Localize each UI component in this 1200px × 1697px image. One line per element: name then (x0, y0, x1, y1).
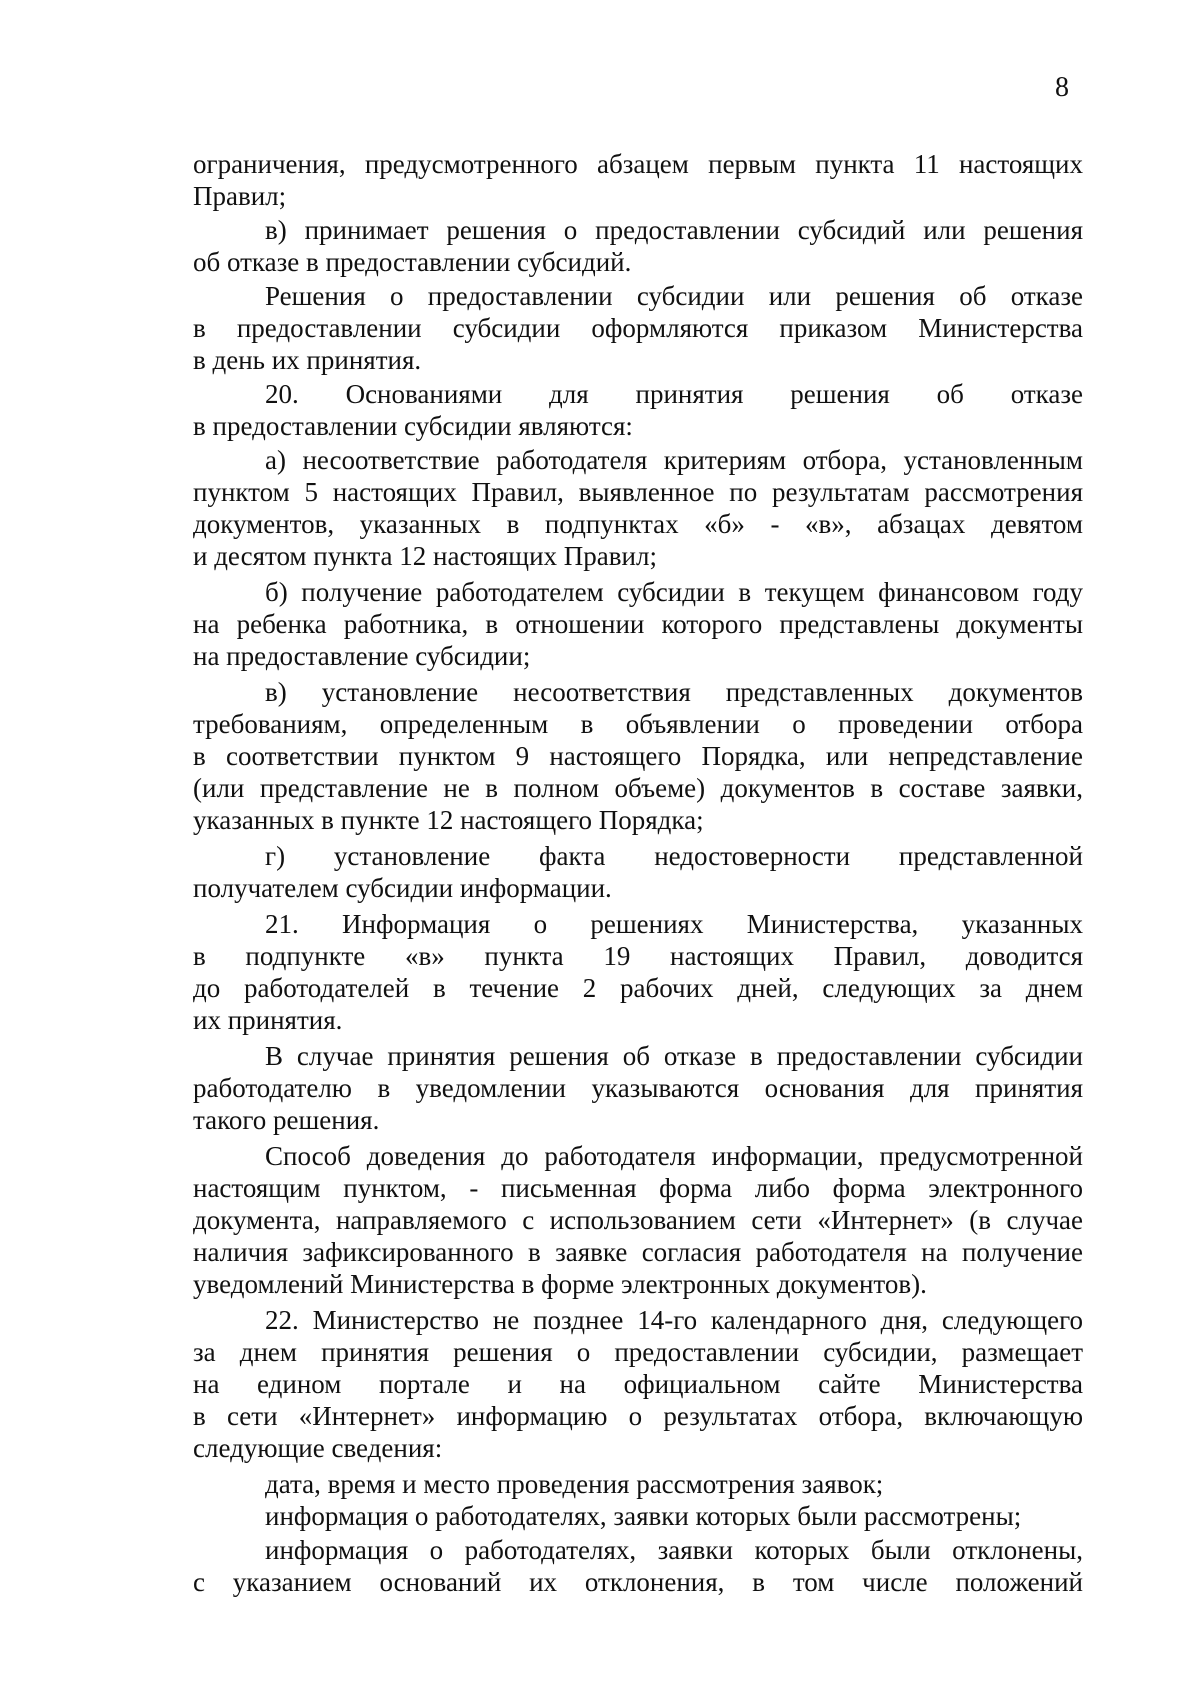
text-line: в предоставлении субсидии оформляются приказом Министерства (193, 313, 1083, 343)
text-line: на едином портале и на официальном сайте Министерства (193, 1369, 1083, 1399)
text-line: в подпункте «в» пункта 19 настоящих Правил, доводится (193, 941, 1083, 971)
text-line: требованиям, определенным в объявлении о проведении отбора (193, 709, 1083, 739)
text-line: до работодателей в течение 2 рабочих дней, следующих за днем (193, 973, 1083, 1003)
text-line: на ребенка работника, в отношении которого представлены документы (193, 609, 1083, 639)
text-line: в предоставлении субсидии являются: (193, 411, 633, 441)
text-line: и десятом пункта 12 настоящих Правил; (193, 541, 657, 571)
text-line: настоящим пунктом, - письменная форма либо форма электронного (193, 1173, 1083, 1203)
text-line: документа, направляемого с использованием сети «Интернет» (в случае (193, 1205, 1083, 1235)
text-line: дата, время и место проведения рассмотрения заявок; (265, 1469, 884, 1499)
text-line: информация о работодателях, заявки которых были отклонены, (265, 1535, 1083, 1565)
text-line: информация о работодателях, заявки которых были рассмотрены; (265, 1501, 1022, 1531)
text-line: наличия зафиксированного в заявке согласия работодателя на получение (193, 1237, 1083, 1267)
text-line: получателем субсидии информации. (193, 873, 612, 903)
text-line: их принятия. (193, 1005, 343, 1035)
text-line: в соответствии пунктом 9 настоящего Порядка, или непредставление (193, 741, 1083, 771)
text-line: уведомлений Министерства в форме электронных документов). (193, 1269, 927, 1299)
text-line: в) установление несоответствия представленных документов (265, 677, 1083, 707)
text-line: а) несоответствие работодателя критериям отбора, установленным (265, 445, 1083, 475)
text-line: Правил; (193, 181, 287, 211)
text-line: такого решения. (193, 1105, 380, 1135)
text-line: работодателю в уведомлении указываются основания для принятия (193, 1073, 1083, 1103)
text-line: пунктом 5 настоящих Правил, выявленное по результатам рассмотрения (193, 477, 1083, 507)
text-line: указанных в пункте 12 настоящего Порядка; (193, 805, 704, 835)
text-line: В случае принятия решения об отказе в предоставлении субсидии (265, 1041, 1083, 1071)
text-line: документов, указанных в подпунктах «б» - «в», абзацах девятом (193, 509, 1083, 539)
page-number: 8 (1055, 72, 1069, 103)
text-line: г) установление факта недостоверности представленной (265, 841, 1083, 871)
text-line: на предоставление субсидии; (193, 641, 531, 671)
text-line: с указанием оснований их отклонения, в том числе положений (193, 1567, 1083, 1597)
text-line: (или представление не в полном объеме) документов в составе заявки, (193, 773, 1083, 803)
text-line: 22. Министерство не позднее 14-го календарного дня, следующего (265, 1305, 1083, 1335)
text-line: в сети «Интернет» информацию о результатах отбора, включающую (193, 1401, 1083, 1431)
text-line: в) принимает решения о предоставлении субсидий или решения (265, 215, 1083, 245)
text-line: Способ доведения до работодателя информации, предусмотренной (265, 1141, 1083, 1171)
text-line: ограничения, предусмотренного абзацем первым пункта 11 настоящих (193, 149, 1083, 179)
text-line: за днем принятия решения о предоставлении субсидии, размещает (193, 1337, 1083, 1367)
text-line: б) получение работодателем субсидии в текущем финансовом году (265, 577, 1083, 607)
text-line: Решения о предоставлении субсидии или решения об отказе (265, 281, 1083, 311)
text-line: следующие сведения: (193, 1433, 443, 1463)
text-line: 20. Основаниями для принятия решения об отказе (265, 379, 1083, 409)
text-line: в день их принятия. (193, 345, 422, 375)
text-line: об отказе в предоставлении субсидий. (193, 247, 632, 277)
text-line: 21. Информация о решениях Министерства, указанных (265, 909, 1083, 939)
